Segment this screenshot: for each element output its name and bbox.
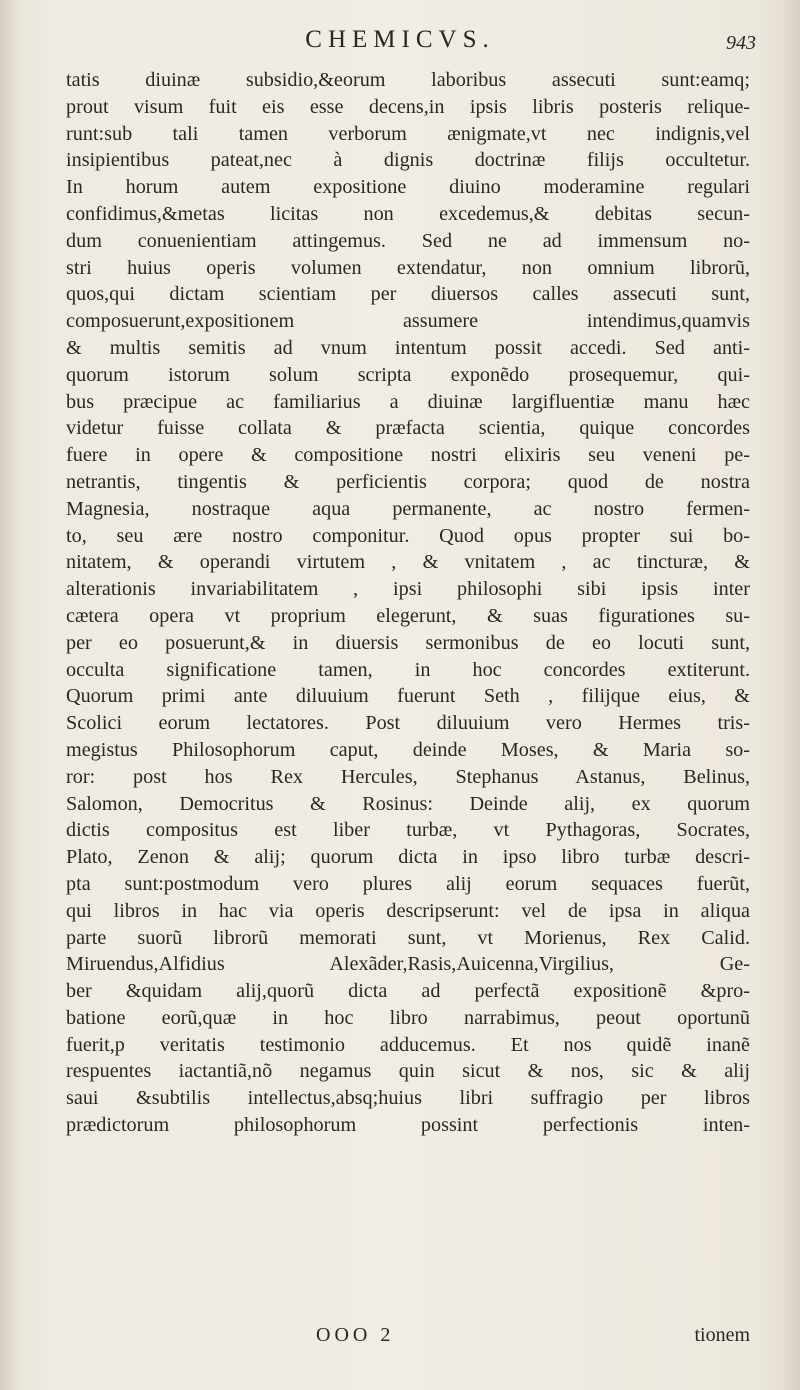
- text-line: respuentes iactantiã,nõ negamus quin sicut & nos, sic & alij: [66, 1060, 750, 1083]
- text-line: prædictorum philosophorum possint perfectionis inten-: [66, 1114, 750, 1137]
- text-line: to, seu ære nostro componitur. Quod opus propter sui bo-: [66, 524, 750, 547]
- text-line: videtur fuisse collata & præfacta scientia, quique concordes: [66, 417, 750, 440]
- text-line: ber &quidam alij,quorũ dicta ad perfectã expositionẽ &pro-: [66, 980, 750, 1003]
- text-line: cætera opera vt proprium elegerunt, & suas figurationes su-: [66, 604, 750, 627]
- text-line: alterationis invariabilitatem , ipsi philosophi sibi ipsis inter: [66, 578, 750, 601]
- text-line: In horum autem expositione diuino moderamine regulari: [66, 176, 750, 199]
- text-line: qui libros in hac via operis descripserunt: vel de ipsa in aliqua: [66, 899, 750, 922]
- body-text: [66, 67, 750, 1139]
- text-line: Scolici eorum lectatores. Post diluuium vero Hermes tris-: [66, 712, 750, 735]
- text-line: per eo posuerunt,& in diuersis sermonibus de eo locuti sunt,: [66, 631, 750, 654]
- signature-mark: OOO 2: [316, 1324, 395, 1346]
- text-line: Plato, Zenon & alij; quorum dicta in ipso libro turbæ descri-: [66, 846, 750, 869]
- catchword: tionem: [694, 1324, 750, 1346]
- text-line: Miruendus,Alfidius Alexãder,Rasis,Auicenna,Virgilius, Ge-: [66, 953, 750, 976]
- text-line: composuerunt,expositionem assumere intendimus,quamvis: [66, 310, 750, 333]
- text-line: quos,qui dictam scientiam per diuersos calles assecuti sunt,: [66, 283, 750, 306]
- text-line: occulta significatione tamen, in hoc concordes extiterunt.: [66, 658, 750, 681]
- text-line: fuerit,p veritatis testimonio adducemus. Et nos quidẽ inanẽ: [66, 1033, 750, 1056]
- text-line: tatis diuinæ subsidio,&eorum laboribus assecuti sunt:eamq;: [66, 69, 750, 91]
- text-line: megistus Philosophorum caput, deinde Moses, & Maria so-: [66, 738, 750, 761]
- text-line: pta sunt:postmodum vero plures alij eorum sequaces fuerũt,: [66, 872, 750, 895]
- page-edge-shadow-left: [0, 0, 18, 1390]
- text-line: Magnesia, nostraque aqua permanente, ac nostro fermen-: [66, 497, 750, 520]
- text-line: saui &subtilis intellectus,absq;huius libri suffragio per libros: [66, 1087, 750, 1110]
- page-footer: [66, 1324, 750, 1354]
- text-line: insipientibus pateat,nec à dignis doctrinæ filijs occultetur.: [66, 149, 750, 172]
- text-line: ror: post hos Rex Hercules, Stephanus Astanus, Belinus,: [66, 765, 750, 788]
- running-head: [0, 18, 800, 58]
- text-line: netrantis, tingentis & perficientis corpora; quod de nostra: [66, 470, 750, 493]
- page-edge-shadow-right: [782, 0, 800, 1390]
- text-line: confidimus,&metas licitas non excedemus,& debitas secun-: [66, 202, 750, 225]
- text-line: parte suorũ librorũ memorati sunt, vt Morienus, Rex Calid.: [66, 926, 750, 949]
- text-line: nitatem, & operandi virtutem , & vnitatem , ac tincturæ, &: [66, 551, 750, 574]
- text-line: dictis compositus est liber turbæ, vt Pythagoras, Socrates,: [66, 819, 750, 842]
- text-line: Salomon, Democritus & Rosinus: Deinde alij, ex quorum: [66, 792, 750, 815]
- text-line: Quorum primi ante diluuium fuerunt Seth , filijque eius, &: [66, 685, 750, 708]
- text-line: bus præcipue ac familiarius a diuinæ largifluentiæ manu hæc: [66, 390, 750, 413]
- text-line: batione eorũ,quæ in hoc libro narrabimus, peout oportunũ: [66, 1006, 750, 1029]
- text-line: & multis semitis ad vnum intentum possit accedi. Sed anti-: [66, 336, 750, 359]
- text-line: quorum istorum solum scripta exponẽdo prosequemur, qui-: [66, 363, 750, 386]
- page-number: 943: [726, 32, 756, 54]
- text-line: prout visum fuit eis esse decens,in ipsis libris posteris relique-: [66, 95, 750, 118]
- text-line: stri huius operis volumen extendatur, non omnium librorũ,: [66, 256, 750, 279]
- text-line: fuere in opere & compositione nostri elixiris seu veneni pe-: [66, 444, 750, 467]
- text-line: runt:sub tali tamen verborum ænigmate,vt nec indignis,vel: [66, 122, 750, 145]
- text-line: dum conuenientiam attingemus. Sed ne ad immensum no-: [66, 229, 750, 252]
- running-title: CHEMICVS.: [305, 26, 495, 53]
